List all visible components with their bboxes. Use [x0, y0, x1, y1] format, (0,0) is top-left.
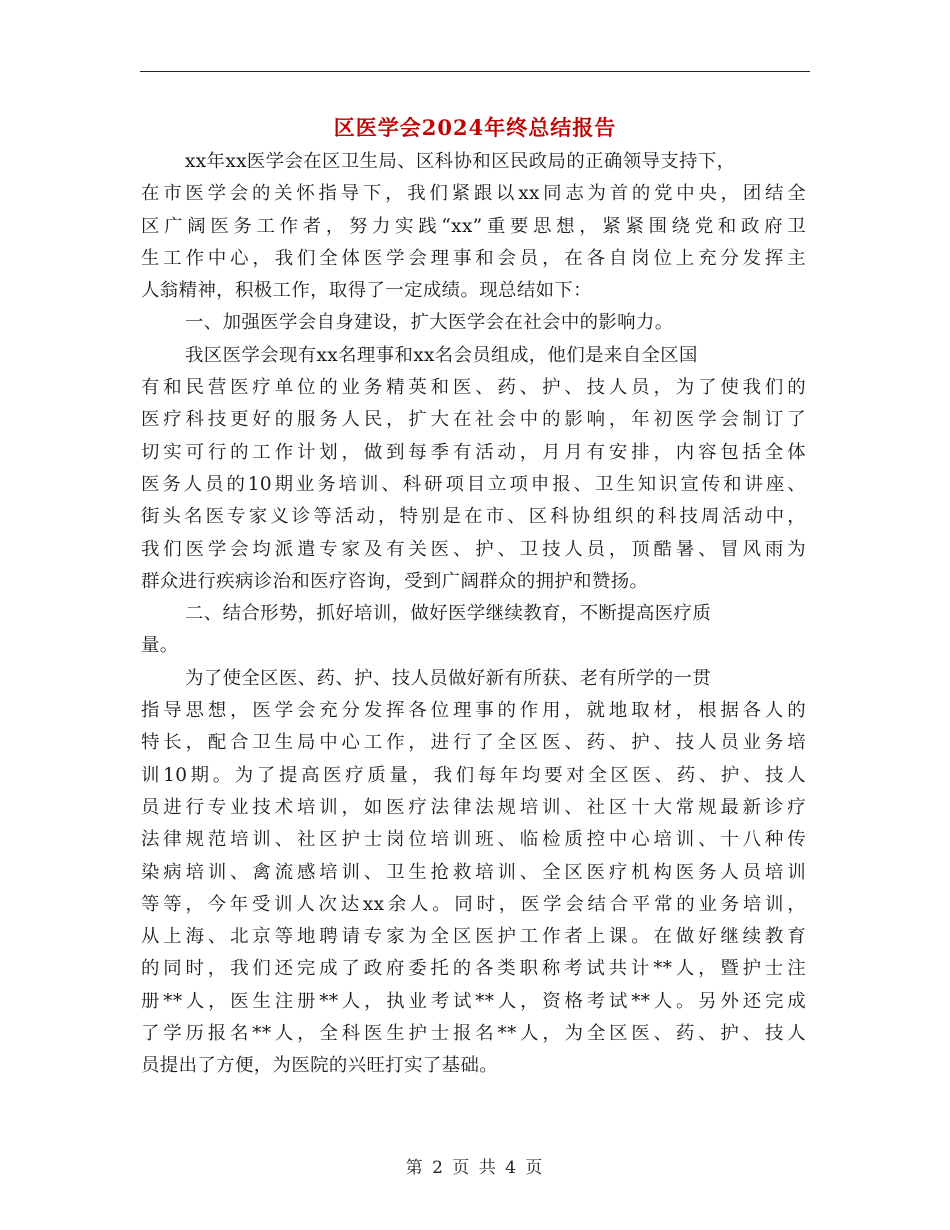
header-rule — [140, 71, 810, 72]
document-title: 区医学会2024年终总结报告 — [333, 115, 617, 140]
text-line: 我们医学会均派遣专家及有关医、护、卫技人员，顶酷暑、冒风雨为 — [141, 538, 806, 560]
text-line: 生工作中心，我们全体医学会理事和会员，在各自岗位上充分发挥主 — [141, 247, 806, 269]
text-line: 切实可行的工作计划，做到每季有活动，月月有安排，内容包括全体 — [141, 441, 806, 463]
text-line: xx年xx医学会在区卫生局、区科协和区民政局的正确领导支持下， — [185, 151, 736, 172]
text-line: 员进行专业技术培训，如医疗法律法规培训、社区十大常规最新诊疗 — [141, 796, 806, 818]
document-body — [141, 146, 806, 1083]
text-line: 了学历报名**人，全科医生护士报名**人，为全区医、药、护、技人 — [141, 1023, 806, 1045]
text-line: 训10期。为了提高医疗质量，我们每年均要对全区医、药、护、技人 — [141, 764, 806, 786]
section-heading: 二、结合形势，抓好培训，做好医学继续教育，不断提高医疗质 — [185, 603, 712, 625]
text-line: 有和民营医疗单位的业务精英和医、药、护、技人员，为了使我们的 — [141, 377, 806, 399]
text-line: 人翁精神，积极工作，取得了一定成绩。现总结如下： — [141, 280, 592, 302]
section-heading: 一、加强医学会自身建设，扩大医学会在社会中的影响力。 — [185, 312, 674, 334]
page-number: 第 2 页 共 4 页 — [405, 1158, 545, 1178]
text-line: 医疗科技更好的服务人民，扩大在社会中的影响，年初医学会制订了 — [141, 409, 806, 431]
section-heading-cont: 量。 — [141, 635, 179, 657]
text-line: 指导思想，医学会充分发挥各位理事的作用，就地取材，根据各人的 — [141, 700, 806, 722]
text-line: 的同时，我们还完成了政府委托的各类职称考试共计**人，暨护士注 — [141, 958, 806, 980]
text-line: 员提出了方便，为医院的兴旺打实了基础。 — [141, 1055, 499, 1077]
text-line: 从上海、北京等地聘请专家为全区医护工作者上课。在做好继续教育 — [141, 926, 806, 948]
text-line: 群众进行疾病诊治和医疗咨询，受到广阔群众的拥护和赞扬。 — [141, 570, 649, 592]
text-line: 医务人员的10期业务培训、科研项目立项申报、卫生知识宣传和讲座、 — [141, 473, 806, 495]
text-line: 街头名医专家义诊等活动，特别是在市、区科协组织的科技周活动中， — [141, 506, 806, 528]
text-line: 特长，配合卫生局中心工作，进行了全区医、药、护、技人员业务培 — [141, 732, 806, 754]
text-line: 法律规范培训、社区护士岗位培训班、临检质控中心培训、十八种传 — [141, 829, 806, 851]
text-line: 册**人，医生注册**人，执业考试**人，资格考试**人。另外还完成 — [141, 990, 806, 1012]
text-line: 为了使全区医、药、护、技人员做好新有所获、老有所学的一贯 — [185, 667, 712, 689]
text-line: 在市医学会的关怀指导下，我们紧跟以xx同志为首的党中央，团结全 — [141, 183, 806, 205]
text-line: 染病培训、禽流感培训、卫生抢救培训、全区医疗机构医务人员培训 — [141, 861, 806, 883]
text-line: 区广阔医务工作者，努力实践“xx”重要思想，紧紧围绕党和政府卫 — [141, 215, 806, 237]
text-line: 我区医学会现有xx名理事和xx名会员组成，他们是来自全区国 — [185, 344, 698, 366]
text-line: 等等，今年受训人次达xx余人。同时，医学会结合平常的业务培训， — [141, 893, 806, 915]
